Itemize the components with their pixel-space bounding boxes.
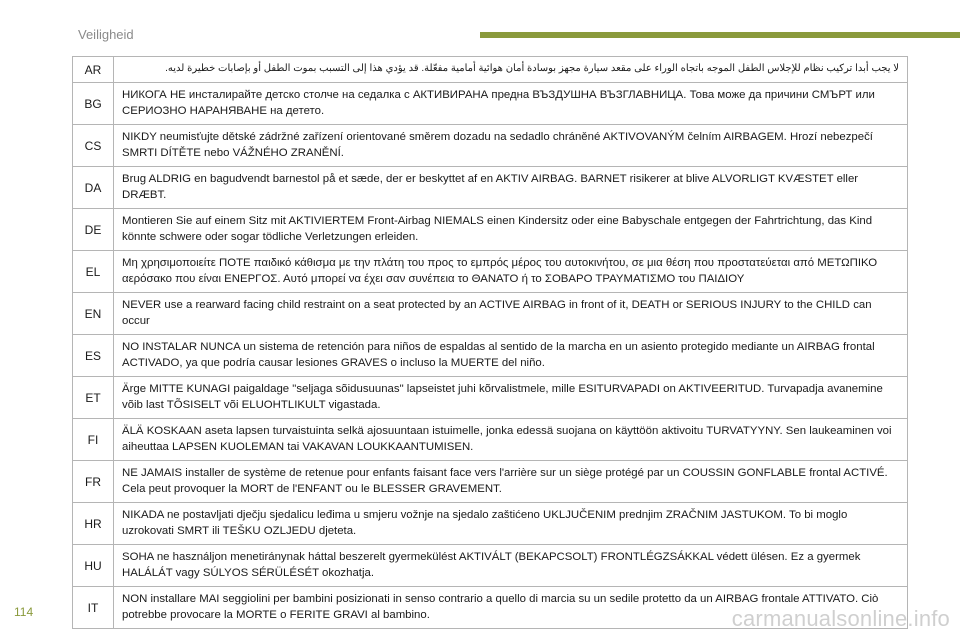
language-code: ET [72, 377, 114, 418]
warning-text: НИКОГА НЕ инсталирайте детско столче на седалка с АКТИВИРАНА предна ВЪЗДУШНА ВЪЗГЛАВНИЦА. Това може да причини СМЪРТ или СЕРИОЗНО НАРАНЯВАНЕ на детето. [114, 83, 908, 124]
airbag-warning-table [72, 56, 908, 629]
warning-text: SOHA ne használjon menetiránynak háttal beszerelt gyermekülést AKTIVÁLT (BEKAPCSOLT) FRONTLÉGZSÁKKAL védett ülésen. Ez a gyermek HALÁLÁT vagy SÚLYOS SÉRÜLÉSÉT okozhatja. [114, 545, 908, 586]
table-row [72, 83, 908, 125]
language-code: HU [72, 545, 114, 586]
table-row [72, 251, 908, 293]
warning-text: NIKADA ne postavljati dječju sjedalicu leđima u smjeru vožnje na sjedalo zaštićeno UKLJUČENIM prednjim ZRAČNIM JASTUKOM. To bi moglo uzrokovati SMRT ili TEŠKU OZLJEDU djeteta. [114, 503, 908, 544]
table-row [72, 209, 908, 251]
warning-text: Ärge MITTE KUNAGI paigaldage "seljaga sõidusuunas" lapseistet juhi kõrvalistmele, mille ESITURVAPADI on AKTIVEERITUD. Turvapadja avanemine võib last TÕSISELT või ELUOHTLIKULT vigastada. [114, 377, 908, 418]
warning-text: NEVER use a rearward facing child restraint on a seat protected by an ACTIVE AIRBAG in front of it, DEATH or SERIOUS INJURY to the CHILD can occur [114, 293, 908, 334]
table-row [72, 545, 908, 587]
warning-text: Μη χρησιμοποιείτε ΠΟΤΕ παιδικό κάθισμα με την πλάτη του προς το εμπρός μέρος του αυτοκινήτου, σε μια θέση που προστατεύεται από ΜΕΤΩΠΙΚΟ αερόσακο που είναι ΕΝΕΡΓΟΣ. Αυτό μπορεί να έχει σαν συνέπεια το ΘΑΝΑΤΟ ή το ΣΟΒΑΡΟ ΤΡΑΥΜΑΤΙΣΜΟ του ΠΑΙΔΙΟΥ [114, 251, 908, 292]
warning-text: NE JAMAIS installer de système de retenue pour enfants faisant face vers l'arrière sur un siège protégé par un COUSSIN GONFLABLE frontal ACTIVÉ. Cela peut provoquer la MORT de l'ENFANT ou le BLESSER GRAVEMENT. [114, 461, 908, 502]
table-row [72, 377, 908, 419]
table-row [72, 503, 908, 545]
language-code: EL [72, 251, 114, 292]
table-row [72, 419, 908, 461]
table-row [72, 293, 908, 335]
table-row [72, 57, 908, 83]
language-code: FI [72, 419, 114, 460]
table-row [72, 461, 908, 503]
table-row [72, 125, 908, 167]
warning-text: Montieren Sie auf einem Sitz mit AKTIVIERTEM Front-Airbag NIEMALS einen Kindersitz oder eine Babyschale entgegen der Fahrtrichtung, das Kind könnte schwere oder sogar tödliche Verletzungen erleiden. [114, 209, 908, 250]
watermark: carmanualsonline.info [731, 606, 950, 631]
section-title: Veiligheid [78, 27, 134, 42]
language-code: EN [72, 293, 114, 334]
table-row [72, 167, 908, 209]
language-code: ES [72, 335, 114, 376]
warning-text: NIKDY neumisťujte dětské zádržné zařízení orientované směrem dozadu na sedadlo chráněné AKTIVOVANÝM čelním AIRBAGEM. Hrozí nebezpečí SMRTI DÍTĚTE nebo VÁŽNÉHO ZRANĚNÍ. [114, 125, 908, 166]
language-code: AR [72, 57, 114, 82]
page-number: 114 [14, 605, 34, 619]
language-code: BG [72, 83, 114, 124]
warning-text: Brug ALDRIG en bagudvendt barnestol på et sæde, der er beskyttet af en AKTIV AIRBAG. BARNET risikerer at blive ALVORLIGT KVÆSTET eller DRÆBT. [114, 167, 908, 208]
header-accent-bar [480, 32, 960, 38]
language-code: DA [72, 167, 114, 208]
language-code: IT [72, 587, 114, 628]
warning-text: NON installare MAI seggiolini per bambini posizionati in senso contrario a quello di marcia su un sedile protetto da un AIRBAG frontale ATTIVATO. Ciò potrebbe provocare la MORTE o FERITE GRAVI al bambino. [114, 587, 908, 628]
warning-text: ÄLÄ KOSKAAN aseta lapsen turvaistuinta selkä ajosuuntaan istuimelle, jonka edessä suojana on käyttöön aktivoitu TURVATYYNY. Sen laukeaminen voi aiheuttaa LAPSEN KUOLEMAN tai VAKAVAN LOUKKAANTUMISEN. [114, 419, 908, 460]
warning-text: لا يجب أبدا تركيب نظام للإجلاس الطفل الموجه باتجاه الوراء على مقعد سيارة مجهز بوسادة أمان هوائية أمامية مفعّلة. قد يؤدي هذا إلى التسبب بموت الطفل أو بإصابات خطيرة لديه. [114, 57, 908, 82]
language-code: HR [72, 503, 114, 544]
language-code: FR [72, 461, 114, 502]
language-code: CS [72, 125, 114, 166]
warning-text: NO INSTALAR NUNCA un sistema de retención para niños de espaldas al sentido de la marcha en un asiento protegido mediante un AIRBAG frontal ACTIVADO, ya que podría causar lesiones GRAVES o incluso la MUERTE del niño. [114, 335, 908, 376]
language-code: DE [72, 209, 114, 250]
table-row [72, 335, 908, 377]
